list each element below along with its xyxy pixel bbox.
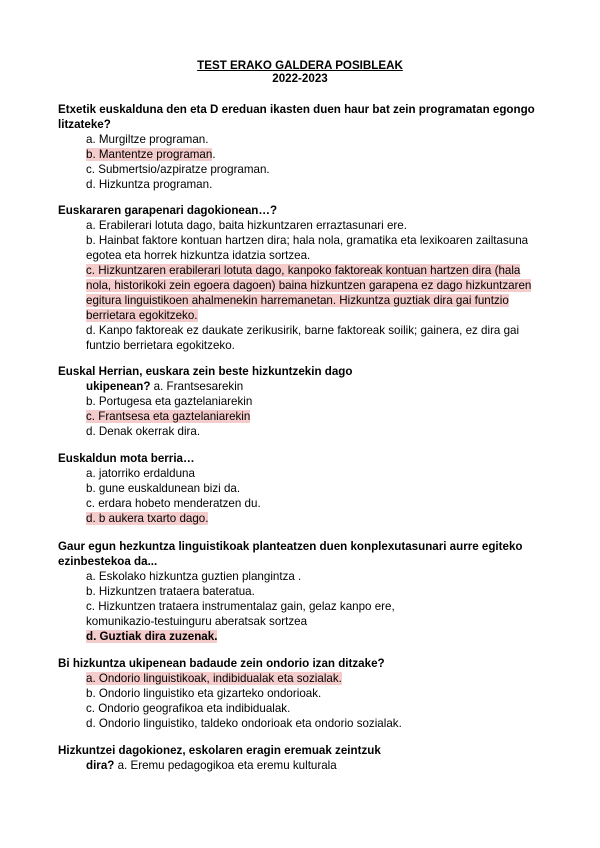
question-3-text-line1: Euskal Herrian, euskara zein beste hizkuntzekin dago: [58, 365, 353, 378]
q1-option-b-highlight: b. Mantentze programan: [86, 148, 213, 161]
question-7-text-line1: Hizkuntzei dagokionez, eskolaren eragin eremuak zeintzuk: [58, 744, 381, 757]
document-title: TEST ERAKO GALDERA POSIBLEAK: [197, 59, 403, 72]
q2-option-d: d. Kanpo faktoreak ez daukate zerikusirik, barne faktoreak soilik; gainera, ez dira gai funtzio berrietara egokitzeko.: [86, 324, 520, 352]
q2-option-a: a. Erabilerari lotuta dago, baita hizkuntzaren erraztasunari ere.: [86, 219, 407, 232]
q2-option-c-highlight: c. Hizkuntzaren erabilerari lotuta dago, kanpoko faktoreak kontuan hartzen dira (hala nola, historikoki zein egoera dagoen) baina hizkuntzen garapena ez dago hizkuntzaren egitura linguistikoen ahalmenekin harremanetan. Hizkuntza guztiak dira gai funtzio berrietara egokitzeko.: [86, 264, 532, 322]
document-year: 2022-2023: [272, 72, 328, 85]
q7-option-a: a. Eremu pedagogikoa eta eremu kulturala: [114, 759, 337, 772]
q5-option-d: [86, 629, 548, 644]
q4-option-d-highlight: d. b aukera txarto dago.: [86, 512, 209, 525]
q3-option-a: a. Frantsesarekin: [150, 380, 244, 393]
q5-option-c: c. Hizkuntzen trataera instrumentalaz gain, gelaz kanpo ere,: [86, 600, 395, 613]
q5-option-c-cont: komunikazio-testuinguru aberatsak sortzea: [86, 615, 308, 628]
question-1-text: Etxetik euskalduna den eta D ereduan ikasten duen haur bat zein programatan egongo litzateke?: [58, 103, 535, 131]
question-5-options: [86, 569, 548, 644]
question-7: [58, 743, 548, 773]
q6-option-c: c. Ondorio geografikoa eta indibidualak.: [86, 702, 291, 715]
q4-option-d: [86, 511, 548, 526]
q6-option-b: b. Ondorio linguistiko eta gizarteko ondorioak.: [86, 687, 322, 700]
q1-option-a: a. Murgiltze programan.: [86, 133, 209, 146]
question-6: [58, 656, 548, 731]
q2-option-c: [86, 263, 548, 323]
question-3: [58, 364, 548, 439]
question-4: [58, 451, 548, 526]
question-3-options: [86, 394, 548, 439]
question-2: [58, 203, 548, 353]
q3-option-d: d. Denak okerrak dira.: [86, 425, 201, 438]
question-4-options: [86, 466, 548, 526]
q1-option-b: [86, 147, 548, 162]
question-7-line2: [58, 758, 548, 773]
q1-option-d: d. Hizkuntza programan.: [86, 178, 213, 191]
q3-option-c: [86, 409, 548, 424]
q4-option-c: c. erdara hobeto menderatzen du.: [86, 497, 261, 510]
question-5: [58, 539, 548, 644]
question-6-options: [86, 671, 548, 731]
q3-option-b: b. Portugesa eta gaztelaniarekin: [86, 395, 253, 408]
question-7-text-line2: dira?: [86, 759, 115, 772]
question-2-options: [86, 218, 548, 353]
q2-option-b: b. Hainbat faktore kontuan hartzen dira; hala nola, gramatika eta lexikoaren zailtasuna egotea eta horrek hizkuntza idatzia sortzea.: [86, 234, 529, 262]
q6-option-a-highlight: a. Ondorio linguistikoak, indibidualak eta sozialak.: [86, 672, 342, 685]
question-4-text: Euskaldun mota berria…: [58, 452, 195, 465]
q4-option-b: b. gune euskaldunean bizi da.: [86, 482, 241, 495]
q5-option-b: b. Hizkuntzen trataera bateratua.: [86, 585, 255, 598]
question-3-text-line2: ukipenean?: [86, 380, 151, 393]
question-1-options: [86, 132, 548, 192]
q4-option-a: a. jatorriko erdalduna: [86, 467, 195, 480]
q5-option-a: a. Eskolako hizkuntza guztien plangintza .: [86, 570, 302, 583]
q3-option-c-highlight: c. Frantsesa eta gaztelaniarekin: [86, 410, 251, 423]
question-2-text: Euskararen garapenari dagokionean…?: [58, 204, 278, 217]
question-6-text: Bi hizkuntza ukipenean badaude zein ondorio izan ditzake?: [58, 657, 385, 670]
question-3-line2: [58, 379, 548, 394]
q6-option-d: d. Ondorio linguistiko, taldeko ondorioak eta ondorio sozialak.: [86, 717, 402, 730]
q6-option-a: [86, 671, 548, 686]
question-1: [58, 102, 548, 192]
question-5-text: Gaur egun hezkuntza linguistikoak planteatzen duen konplexutasunari aurre egiteko ezinbestekoa da...: [58, 540, 523, 568]
q5-option-d-highlight: d. Guztiak dira zuzenak.: [86, 630, 218, 643]
q1-option-b-period: .: [212, 148, 216, 161]
q1-option-c: c. Submertsio/azpiratze programan.: [86, 163, 270, 176]
